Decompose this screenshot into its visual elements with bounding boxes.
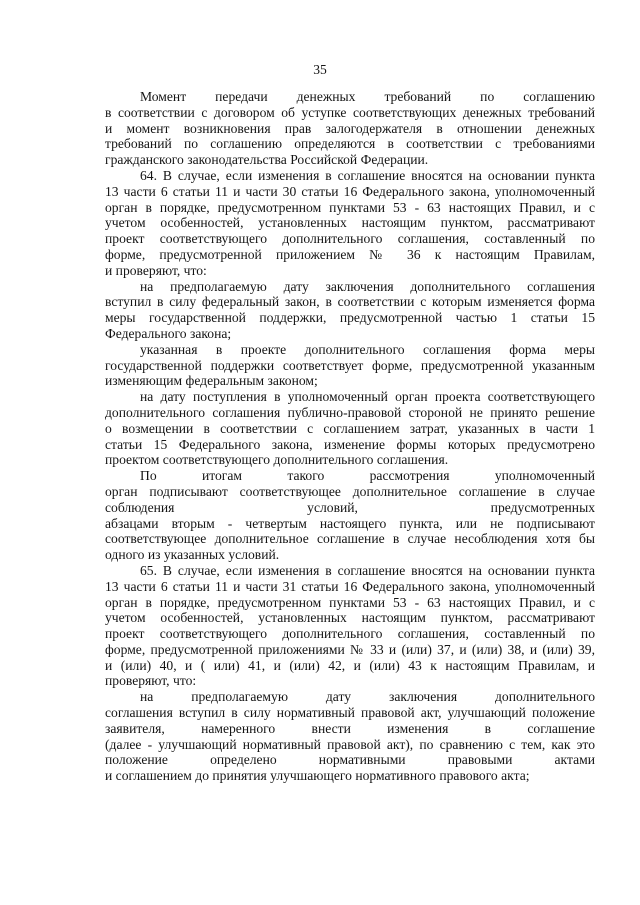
text-line: в соответствии с договором об уступке соответствующих денежных требований xyxy=(105,104,595,120)
text-line: изменяющим федеральным законом; xyxy=(105,373,318,389)
text-line: соответствующее дополнительное соглашение в случае несоблюдения хотя бы xyxy=(105,531,595,547)
text-line: Момент передачи денежных требований по соглашению xyxy=(140,89,595,104)
text-line: проектом соответствующего дополнительного соглашения. xyxy=(105,452,449,468)
text-line: орган подписывают соответствующее дополнительное соглашение в случае xyxy=(105,483,595,499)
text-line: форме, предусмотренной приложением № 36 к настоящим Правилам, xyxy=(105,246,595,262)
text-line: соглашения вступил в силу нормативный правовой акт, улучшающий положение xyxy=(105,705,595,721)
text-line: государственной поддержки соответствует форме, предусмотренной указанным xyxy=(105,357,595,373)
text-line: заявителя, намеренного внести изменения в соглашение xyxy=(105,720,595,736)
text-line: (далее - улучшающий нормативный правовой акт), по сравнению с тем, как это xyxy=(105,736,595,752)
text-line: учетом особенностей, установленных настоящим пунктом, рассматривают xyxy=(105,610,595,626)
text-line: и момент возникновения прав залогодержателя в отношении денежных xyxy=(105,120,595,136)
text-line: дополнительного соглашения публично-правовой стороной не принято решение xyxy=(105,404,595,420)
text-line: учетом особенностей, установленных настоящим пунктом, рассматривают xyxy=(105,215,595,231)
text-line: на дату поступления в уполномоченный орган проекта соответствующего xyxy=(140,389,595,405)
text-line: По итогам такого рассмотрения уполномоченный xyxy=(140,468,595,484)
text-line: о возмещении в соответствии с соглашением затрат, указанных в части 1 xyxy=(105,420,595,436)
text-line: и проверяют, что: xyxy=(105,262,207,278)
text-line: орган в порядке, предусмотренном пунктами 53 - 63 настоящих Правил, и с xyxy=(105,199,595,215)
text-line: 13 части 6 статьи 11 и части 30 статьи 16 Федерального закона, уполномоченный xyxy=(105,183,595,199)
text-line: и соглашением до принятия улучшающего нормативного правового акта; xyxy=(105,768,530,784)
text-line: абзацами вторым - четвертым настоящего пункта, или не подписывают xyxy=(105,515,595,531)
text-line: на предполагаемую дату заключения дополнительного xyxy=(140,689,595,705)
text-line: проверяют, что: xyxy=(105,673,197,689)
text-line: статьи 15 Федерального закона, изменение формы которых предусмотрено xyxy=(105,436,595,452)
text-line: Федерального закона; xyxy=(105,325,232,341)
text-line: форме, предусмотренной приложениями № 33 и (или) 37, и (или) 38, и (или) 39, xyxy=(105,641,595,657)
text-line: меры государственной поддержки, предусмотренной частью 1 статьи 15 xyxy=(105,310,595,326)
text-line: гражданского законодательства Российской Федерации. xyxy=(105,152,429,168)
text-line: 65. В случае, если изменения в соглашение вносятся на основании пункта xyxy=(140,562,595,578)
page-number: 35 xyxy=(313,62,327,77)
text-line: указанная в проекте дополнительного соглашения форма меры xyxy=(140,341,595,357)
text-line: одного из указанных условий. xyxy=(105,547,280,563)
document-body xyxy=(105,89,595,784)
text-line: проект соответствующего дополнительного соглашения, составленный по xyxy=(105,626,595,642)
text-line: 13 части 6 статьи 11 и части 31 статьи 16 Федерального закона, уполномоченный xyxy=(105,578,595,594)
text-line: проект соответствующего дополнительного соглашения, составленный по xyxy=(105,231,595,247)
text-line: 64. В случае, если изменения в соглашение вносятся на основании пункта xyxy=(140,167,595,183)
text-line: вступил в силу федеральный закон, в соответствии с которым изменяется форма xyxy=(105,294,595,310)
text-line: соблюдения условий, предусмотренных xyxy=(105,499,595,515)
text-line: и (или) 40, и ( или) 41, и (или) 42, и (или) 43 к настоящим Правилам, и xyxy=(105,657,595,673)
text-line: на предполагаемую дату заключения дополнительного соглашения xyxy=(140,278,595,294)
text-line: положение определено нормативными правовыми актами xyxy=(105,752,595,768)
text-line: требований по соглашению определяются в соответствии с требованиями xyxy=(105,136,595,152)
text-line: орган в порядке, предусмотренном пунктами 53 - 63 настоящих Правил, и с xyxy=(105,594,595,610)
